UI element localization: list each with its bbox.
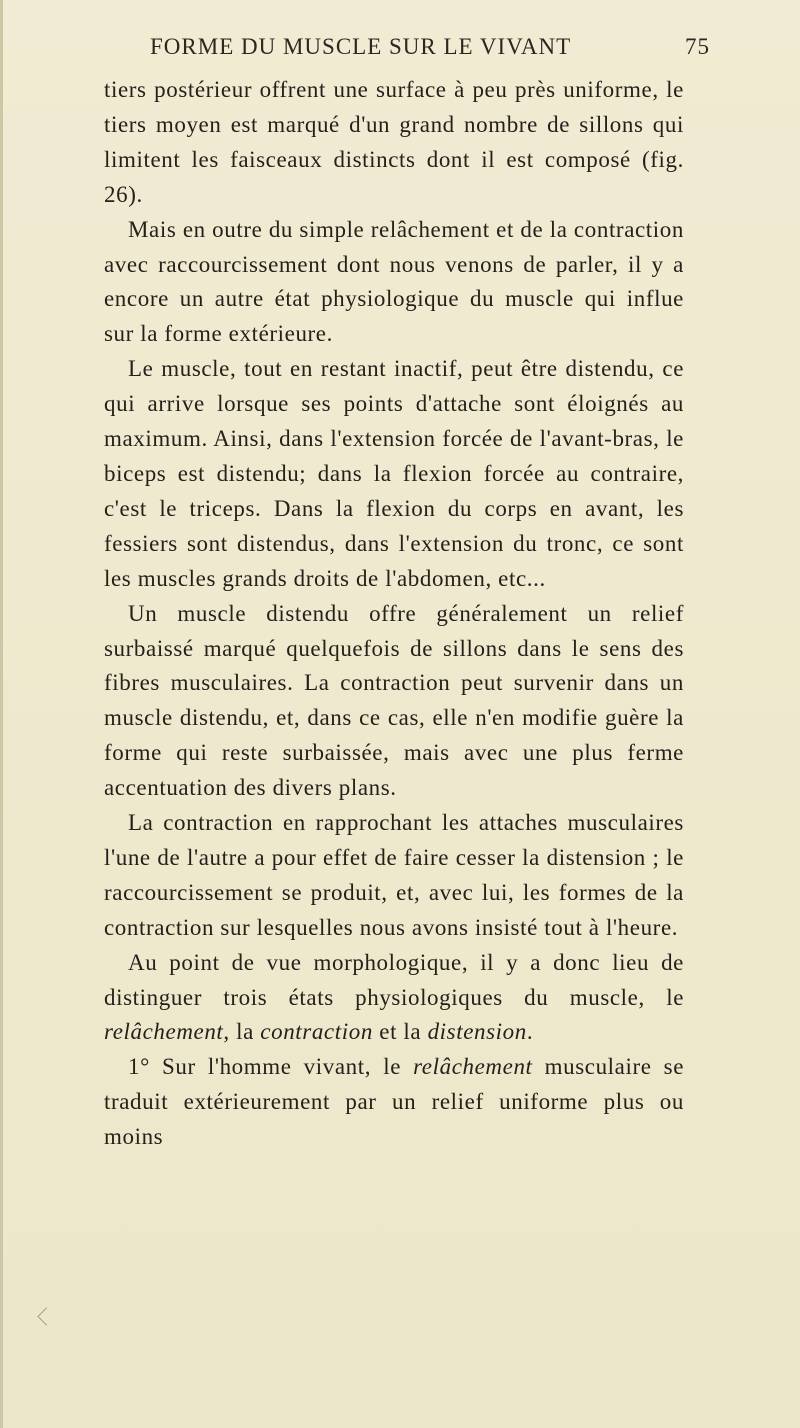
page-edge: [0, 0, 3, 1428]
page-number: 75: [685, 34, 710, 59]
text-run: et la: [372, 1019, 428, 1045]
text-run: tiers postérieur offrent une surface à peu près uniforme, le tiers moyen est marqué d'un grand nombre de sillons qui limitent les faisceaux distincts dont il est composé (fig. 26).: [104, 77, 684, 207]
paragraph-p4: [104, 597, 684, 806]
running-title: FORME DU MUSCLE SUR LE VIVANT: [150, 34, 572, 59]
paragraph-p1: [104, 73, 684, 213]
paragraph-p6: [104, 946, 684, 1051]
body-text: [104, 73, 684, 1155]
text-run: Au point de vue morphologique, il y a donc lieu de distinguer trois états physiologiques du muscle, le: [104, 949, 684, 1010]
text-run: Un muscle distendu offre généralement un relief surbaissé marqué quelquefois de sillons dans le sens des fibres musculaires. La contraction peut survenir dans un muscle distendu, et, dans ce cas, elle n'en modifie guère la forme qui reste surbaissée, mais avec une plus ferme accentuation des divers plans.: [104, 600, 684, 801]
paragraph-p7: [104, 1050, 684, 1155]
text-run: .: [526, 1019, 534, 1045]
paragraph-p3: [104, 352, 684, 596]
paragraph-p2: [104, 213, 684, 353]
text-run: , la: [223, 1019, 261, 1045]
italic-term: distension: [427, 1019, 527, 1045]
italic-term: relâchement: [104, 1019, 224, 1045]
corner-mark: [37, 1307, 55, 1325]
text-run: Mais en outre du simple relâchement et de la contraction avec raccourcissement dont nous venons de parler, il y a encore un autre état physiologique du muscle qui influe sur la forme extérieure.: [104, 216, 684, 347]
paragraph-p5: [104, 806, 684, 946]
running-header: [150, 34, 710, 64]
italic-term: relâchement: [413, 1054, 533, 1080]
text-run: La contraction en rapprochant les attaches musculaires l'une de l'autre a pour effet de faire cesser la distension ; le raccourcissement se produit, et, avec lui, les formes de la contraction sur lesquelles nous avons insisté tout à l'heure.: [104, 810, 684, 940]
text-run: musculaire se traduit extérieurement par un relief uniforme plus ou moins: [104, 1054, 684, 1150]
text-run: Le muscle, tout en restant inactif, peut être distendu, ce qui arrive lorsque ses points d'attache sont éloignés au maximum. Ainsi, dans l'extension forcée de l'avant-bras, le biceps est distendu; dans la flexion forcée au contraire, c'est le triceps. Dans la flexion du corps en avant, les fessiers sont distendus, dans l'extension du tronc, ce sont les muscles grands droits de l'abdomen, etc...: [104, 356, 684, 591]
text-run: 1° Sur l'homme vivant, le: [128, 1054, 414, 1080]
italic-term: contraction: [260, 1019, 373, 1045]
